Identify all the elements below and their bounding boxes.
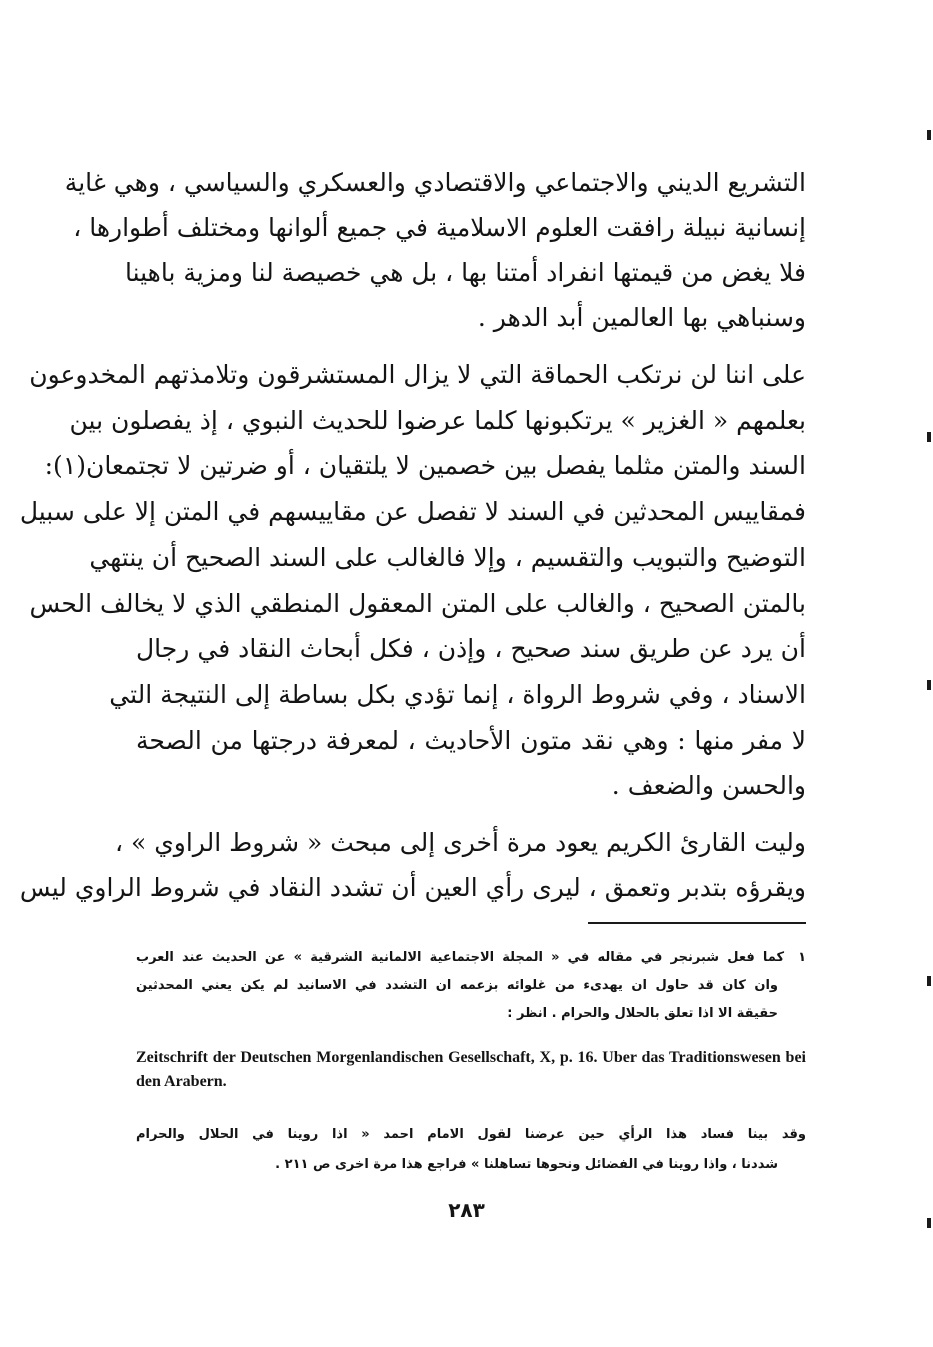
footnote-line: وان كان قد حاول ان يهدىء من غلوائه بزعمه ان التشدد في الاسانيد لم يكن يعني المحدثين xyxy=(136,978,778,993)
paragraph-3 xyxy=(19,820,806,910)
text-line: فمقاييس المحدثين في السند لا تفصل عن مقاييسهم في المتن إلا على سبيل xyxy=(19,497,806,527)
paragraph-1 xyxy=(64,160,806,340)
paragraph-2 xyxy=(19,352,806,809)
page-number: ٢٨٣ xyxy=(448,1198,485,1222)
footnote-line: حقيقة الا اذا تعلق بالحلال والحرام . انظر : xyxy=(507,1006,778,1021)
text-line: وليت القارئ الكريم يعود مرة أخرى إلى مبحث « شروط الراوي » ، xyxy=(114,828,806,857)
text-line: بعلمهم « الغزير » يرتكبونها كلما عرضوا للحديث النبوي ، إذ يفصلون بين xyxy=(69,405,806,435)
text-line: ويقرؤه بتدبر وتعمق ، ليرى رأي العين أن تشدد النقاد في شروط الراوي ليس xyxy=(19,873,806,902)
footnote-latin-reference: Zeitschrift der Deutschen Morgenlandischen Gesellschaft, X, p. 16. Uber das Traditionswesen bei den Arabern. xyxy=(136,1049,806,1090)
footnote-text: كما فعل شبرنجر في مقاله في « المجلة الاجتماعية الالمانية الشرقية » عن الحديث عند العرب xyxy=(136,950,785,965)
text-line: الاسناد ، وفي شروط الرواة ، إنما تؤدي بكل بساطة إلى النتيجة التي xyxy=(109,679,806,709)
footnote-line: شددنا ، واذا روينا في الفضائل ونحوها تساهلنا » فراجع هذا مرة اخرى ص ٢١١ . xyxy=(275,1157,778,1172)
text-line: التشريع الديني والاجتماعي والاقتصادي والعسكري والسياسي ، وهي غاية xyxy=(64,168,806,197)
text-line: لا مفر منها : وهي نقد متون الأحاديث ، لمعرفة درجتها من الصحة xyxy=(136,725,806,755)
footnote-continuation xyxy=(136,1120,806,1180)
text-line: السند والمتن مثلما يفصل بين خصمين لا يلتقيان ، أو ضرتين لا تجتمعان(١): xyxy=(44,451,806,481)
text-line: التوضيح والتبويب والتقسيم ، وإلا فالغالب على السند الصحيح أن ينتهي xyxy=(89,542,806,572)
footnote-divider xyxy=(588,922,806,924)
footnote-number: ١ xyxy=(798,950,806,965)
scan-edge-mark xyxy=(927,1218,931,1228)
scan-edge-mark xyxy=(927,432,931,442)
text-line: وسنباهي بها العالمين أبد الدهر . xyxy=(477,303,806,332)
text-line: فلا يغض من قيمتها انفراد أمتنا بها ، بل هي خصيصة لنا ومزية باهينا xyxy=(124,258,806,287)
scan-edge-mark xyxy=(927,976,931,986)
text-line: والحسن والضعف . xyxy=(611,771,806,801)
text-line: على اننا لن نرتكب الحماقة التي لا يزال المستشرقون وتلامذتهم المخدوعون xyxy=(29,360,806,389)
text-line: إنسانية نبيلة رافقت العلوم الاسلامية في جميع ألوانها ومختلف أطوارها ، xyxy=(73,213,806,242)
footnote-1 xyxy=(136,944,806,1028)
scan-edge-mark xyxy=(927,680,931,690)
footnote-line xyxy=(136,944,806,972)
scan-edge-mark xyxy=(927,130,931,140)
text-line: أن يرد عن طريق سند صحيح ، وإذن ، فكل أبحاث النقاد في رجال xyxy=(136,634,806,664)
text-line: بالمتن الصحيح ، والغالب على المتن المعقول المنطقي الذي لا يخالف الحس xyxy=(29,588,806,618)
footnote-line: وقد بينا فساد هذا الرأي حين عرضنا لقول الامام احمد « اذا روينا في الحلال والحرام xyxy=(136,1127,806,1142)
